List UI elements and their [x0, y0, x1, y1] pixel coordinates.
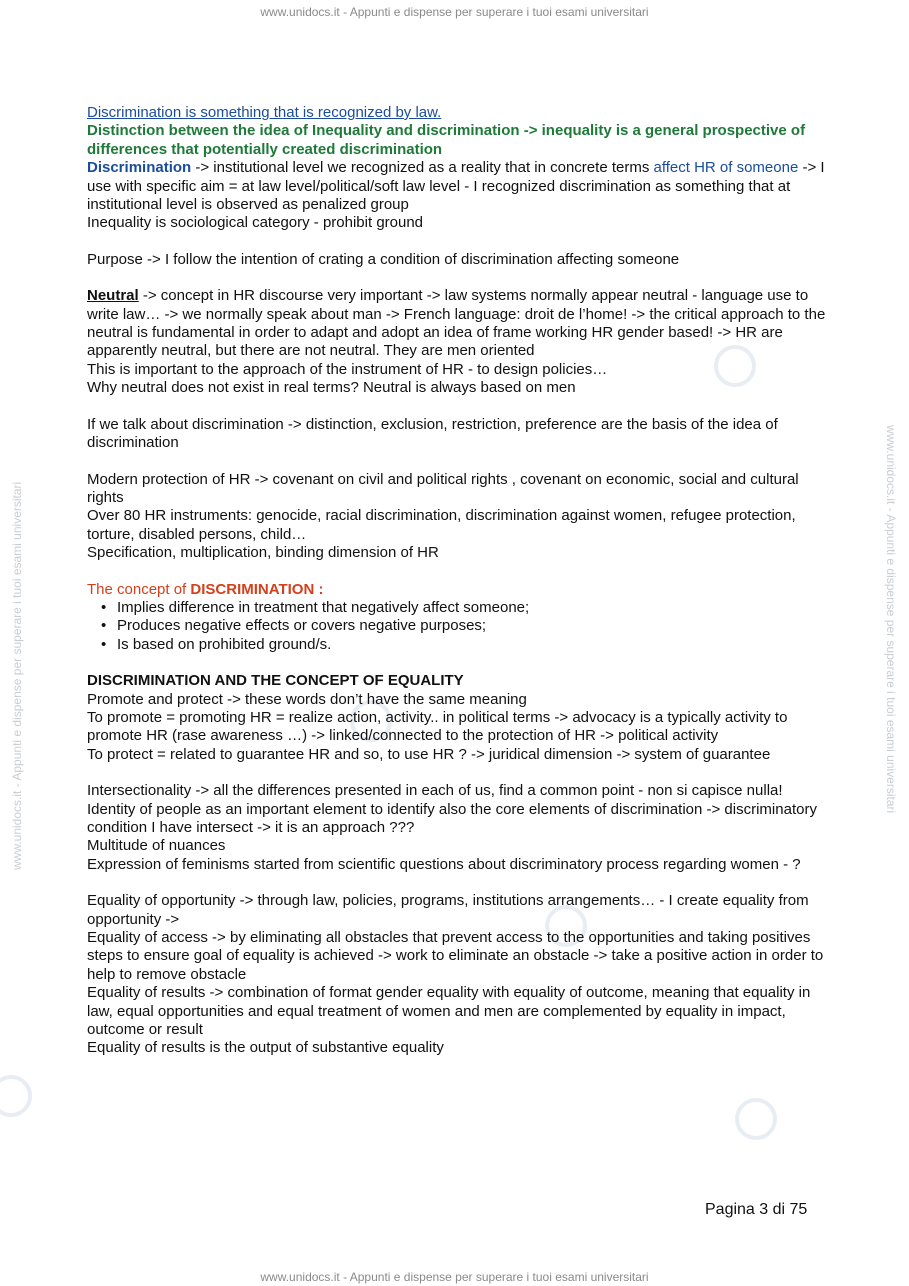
concept-heading-b: DISCRIMINATION :	[190, 580, 324, 598]
modern-protection-line: Modern protection of HR -> covenant on civil and political rights , covenant on economic, social and cultural rights	[87, 470, 799, 506]
definition-part-a: -> institutional level we recognized as a reality that in concrete terms	[191, 159, 654, 177]
instruments-line: Over 80 HR instruments: genocide, racial discrimination, discrimination against women, refugee protection, torture, disabled persons, child…	[87, 507, 796, 543]
watermark-top: www.unidocs.it - Appunti e dispense per superare i tuoi esami universitari	[260, 5, 649, 19]
neutral-question-line: Why neutral does not exist in real terms? Neutral is always based on men	[87, 379, 576, 397]
concept-bullet-list	[87, 599, 827, 654]
neutral-term: Neutral	[87, 287, 139, 305]
equality-access-line: Equality of access -> by eliminating all obstacles that prevent access to the opportunities and taking positives steps to ensure goal of equality is achieved -> work to eliminate an obstacle -> take a positive action in order to help to remove obstacle	[87, 929, 824, 983]
watermark-side-left: www.unidocs.it - Appunti e dispense per superare i tuoi esami universitari	[10, 481, 24, 870]
concept-heading-a: The concept of	[87, 580, 191, 598]
page-number: Pagina 3 di 75	[705, 1201, 808, 1218]
list-item: • Produces negative effects or covers negative purposes;	[101, 617, 827, 635]
list-item: • Is based on prohibited ground/s.	[101, 636, 827, 654]
equality-opportunity-line: Equality of opportunity -> through law, policies, programs, institutions arrangements… - I create equality from opportunity ->	[87, 892, 809, 928]
unidocs-logo-icon	[735, 1098, 777, 1140]
discrimination-term: Discrimination	[87, 159, 192, 177]
inequality-line: Inequality is sociological category - prohibit ground	[87, 214, 424, 232]
specification-line: Specification, multiplication, binding dimension of HR	[87, 544, 439, 562]
discrimination-definition	[87, 159, 827, 214]
intersectionality-line: Intersectionality -> all the differences presented in each of us, find a common point - non si capisce nulla!	[87, 782, 783, 800]
unidocs-logo-icon	[0, 1075, 32, 1117]
watermark-bottom: www.unidocs.it - Appunti e dispense per superare i tuoi esami universitari	[260, 1270, 649, 1284]
definition-part-c: -> I use with specific aim = at law level/political/soft law level - I recognized discrimination as something that at institutional level is observed as penalized group	[87, 159, 825, 214]
concept-heading	[87, 581, 827, 599]
nuances-line: Multitude of nuances	[87, 837, 226, 855]
basis-line: If we talk about discrimination -> distinction, exclusion, restriction, preference are the basis of the idea of discrimination	[87, 415, 778, 452]
promote-protect-line: Promote and protect -> these words don’t have the same meaning	[87, 690, 527, 708]
distinction-line: Distinction between the idea of Inequality and discrimination -> inequality is a general prospective of differences that potentially created discrimination	[87, 122, 806, 158]
protect-line: To protect = related to guarantee HR and so, to use HR ? -> juridical dimension -> system of guarantee	[87, 745, 771, 763]
document-body	[87, 104, 827, 1058]
instrument-line: This is important to the approach of the instrument of HR - to design policies…	[87, 360, 608, 378]
substantive-equality-line: Equality of results is the output of substantive equality	[87, 1039, 444, 1057]
intro-link-line: Discrimination is something that is recognized by law.	[87, 104, 442, 121]
feminisms-line: Expression of feminisms started from scientific questions about discriminatory process regarding women - ?	[87, 855, 801, 873]
identity-line: Identity of people as an important element to identify also the core elements of discrimination -> discriminatory condition I have intersect -> it is an approach ???	[87, 800, 817, 836]
definition-highlight: affect HR of someone	[653, 159, 799, 177]
equality-results-line: Equality of results -> combination of format gender equality with equality of outcome, meaning that equality in law, equal opportunities and equal treatment of women and men are complemented by equality in impact, outcome or result	[87, 984, 811, 1039]
neutral-text: -> concept in HR discourse very important -> law systems normally appear neutral - language use to write law… -> we normally speak about man -> French language: droit de l’home! -> the critical approach to the neutral is fundamental in order to adapt and adopt an idea of frame working HR gender based! -> HR are apparently neutral, but there are not neutral. They are men oriented	[87, 287, 826, 360]
purpose-line: Purpose -> I follow the intention of crating a condition of discrimination affecting someone	[87, 250, 680, 268]
equality-heading: DISCRIMINATION AND THE CONCEPT OF EQUALITY	[87, 672, 464, 690]
neutral-paragraph	[87, 287, 827, 361]
list-item: • Implies difference in treatment that negatively affect someone;	[101, 599, 827, 617]
watermark-side-right: www.unidocs.it - Appunti e dispense per superare i tuoi esami universitari	[884, 425, 898, 814]
promote-line: To promote = promoting HR = realize action, activity.. in political terms -> advocacy is a typically activity to promote HR (rase awareness …) -> linked/connected to the protection of HR -> political activity	[87, 708, 788, 745]
